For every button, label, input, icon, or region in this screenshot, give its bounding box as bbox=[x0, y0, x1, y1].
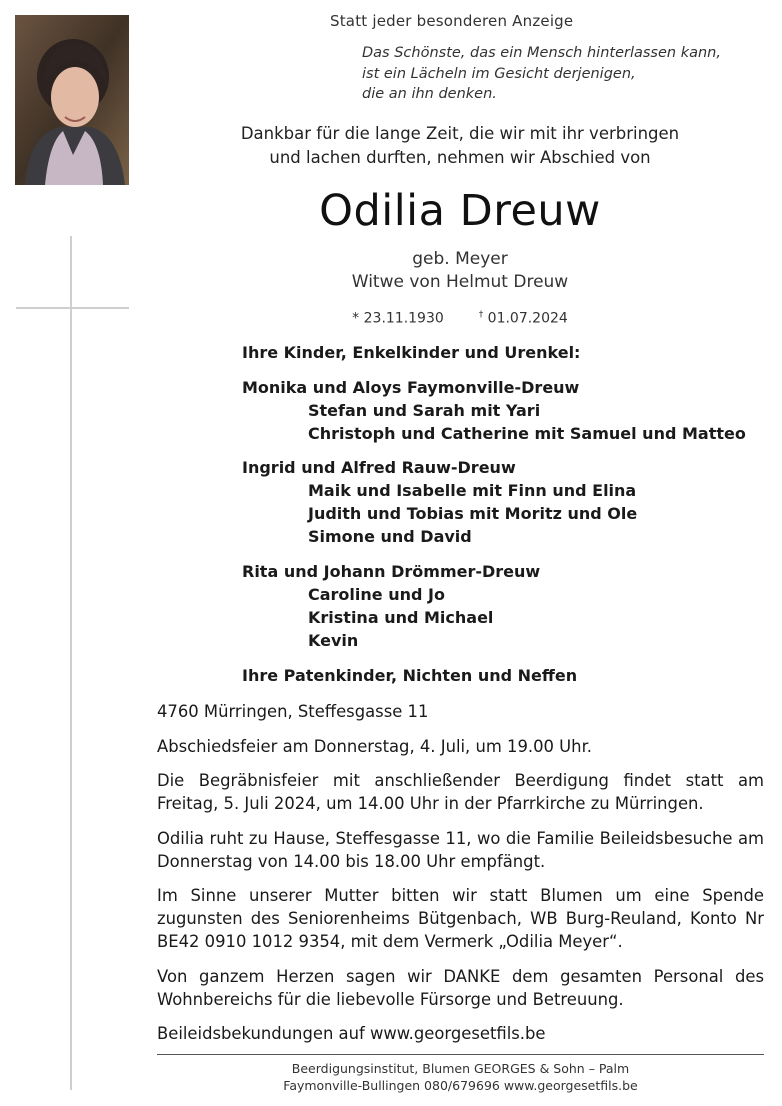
death-date: 01.07.2024 bbox=[487, 310, 568, 327]
family-heading: Ihre Kinder, Enkelkinder und Urenkel: bbox=[242, 343, 581, 362]
birth-symbol: * bbox=[352, 310, 360, 327]
condolence-website: Beileidsbekundungen auf www.georgesetfils.be bbox=[157, 1024, 546, 1043]
family-child: Kevin bbox=[308, 631, 359, 650]
family-child: Christoph und Catherine mit Samuel und Matteo bbox=[308, 424, 746, 443]
family-child: Maik und Isabelle mit Finn und Elina bbox=[308, 481, 637, 500]
footer-line: Faymonville-Bullingen 080/679696 www.georgesetfils.be bbox=[283, 1078, 638, 1093]
quote-line: Das Schönste, das ein Mensch hinterlassen kann, bbox=[362, 45, 721, 61]
birth-name: geb. Meyer bbox=[412, 249, 508, 269]
donation-info: Im Sinne unserer Mutter bitten wir statt Blumen um eine Spende zugunsten des Seniorenheims Bütgenbach, WB Burg-Reuland, Konto Nr BE42 0910 1012 9354, mit dem Vermerk „Odilia Meyer“. bbox=[157, 886, 764, 951]
widow-of: Witwe von Helmut Dreuw bbox=[351, 272, 569, 292]
footer-line: Beerdigungsinstitut, Blumen GEORGES & Sohn – Palm bbox=[291, 1061, 630, 1076]
family-parents: Rita und Johann Drömmer-Dreuw bbox=[242, 562, 541, 581]
life-dates bbox=[150, 310, 770, 327]
family-child: Stefan und Sarah mit Yari bbox=[308, 401, 541, 420]
quote-line: die an ihn denken. bbox=[362, 86, 497, 102]
portrait-image bbox=[15, 15, 129, 185]
footer-divider bbox=[157, 1054, 764, 1055]
cross-horizontal-line bbox=[16, 307, 129, 309]
portrait-photo bbox=[15, 15, 129, 185]
address: 4760 Mürringen, Steffesgasse 11 bbox=[157, 702, 429, 721]
family-parents: Ingrid und Alfred Rauw-Dreuw bbox=[242, 458, 516, 477]
family-child: Caroline und Jo bbox=[308, 585, 445, 604]
thanks-text: Von ganzem Herzen sagen wir DANKE dem gesamten Personal des Wohnbereichs für die liebevolle Fürsorge und Betreuung. bbox=[157, 967, 764, 1009]
death-symbol: † bbox=[478, 310, 484, 320]
deceased-name: Odilia Dreuw bbox=[319, 186, 601, 236]
viewing-info: Odilia ruht zu Hause, Steffesgasse 11, wo die Familie Beileidsbesuche am Donnerstag von 14.00 bis 18.00 Uhr empfängt. bbox=[157, 829, 764, 871]
family-child: Judith und Tobias mit Moritz und Ole bbox=[308, 504, 638, 523]
family-closing: Ihre Patenkinder, Nichten und Neffen bbox=[242, 666, 578, 685]
quote-line: ist ein Lächeln im Gesicht derjenigen, bbox=[362, 65, 636, 82]
intro-text bbox=[150, 122, 770, 170]
intro-line: und lachen durften, nehmen wir Abschied von bbox=[269, 148, 651, 167]
intro-line: Dankbar für die lange Zeit, die wir mit ihr verbringen bbox=[240, 124, 680, 143]
family-parents: Monika und Aloys Faymonville-Dreuw bbox=[242, 378, 580, 397]
farewell-ceremony: Abschiedsfeier am Donnerstag, 4. Juli, um 19.00 Uhr. bbox=[157, 737, 593, 756]
cross-vertical-line bbox=[70, 236, 72, 1090]
family-child: Simone und David bbox=[308, 527, 472, 546]
family-child: Kristina und Michael bbox=[308, 608, 494, 627]
memorial-quote bbox=[362, 43, 721, 105]
announcement-header: Statt jeder besonderen Anzeige bbox=[330, 12, 574, 30]
birth-date: 23.11.1930 bbox=[363, 310, 444, 327]
funeral-info: Die Begräbnisfeier mit anschließender Beerdigung findet statt am Freitag, 5. Juli 2024, um 14.00 Uhr in der Pfarrkirche zu Mürringen. bbox=[157, 771, 764, 813]
